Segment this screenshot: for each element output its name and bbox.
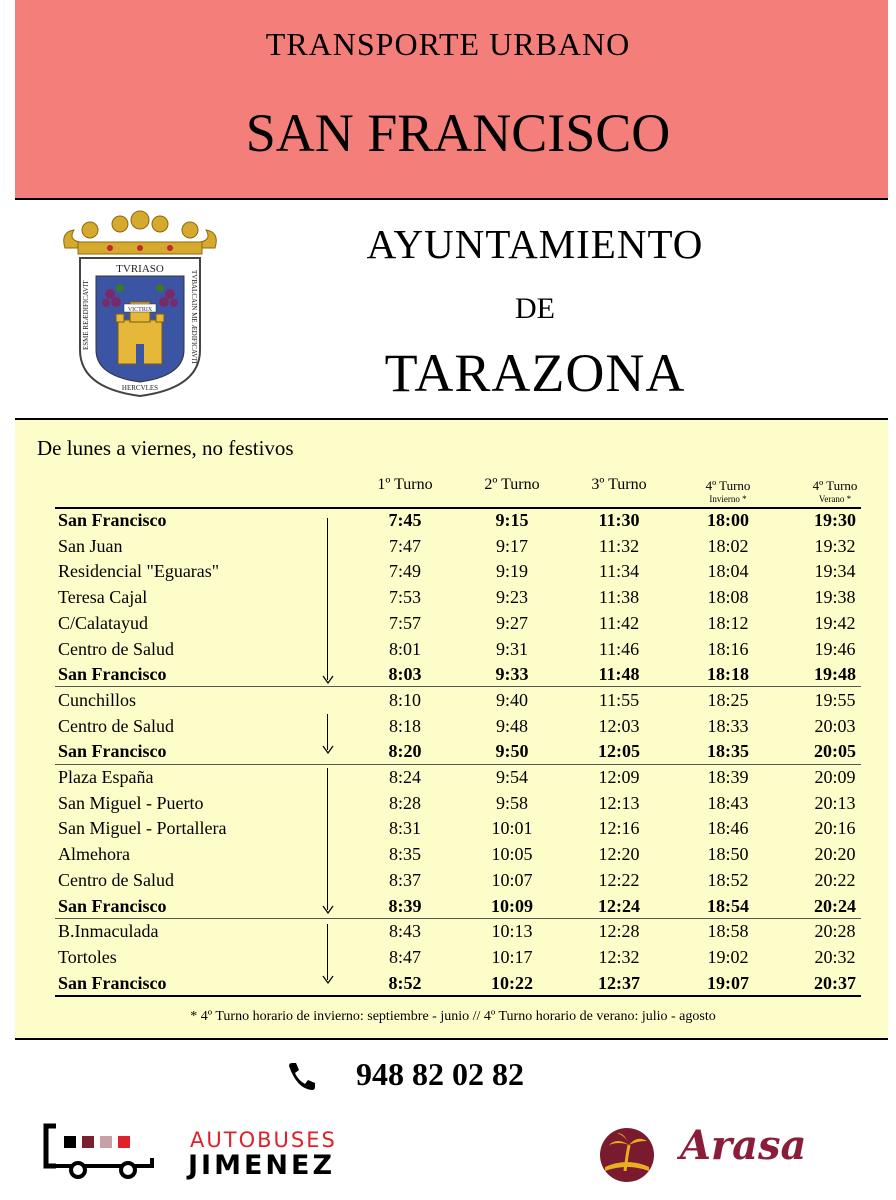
departure-time: 11:38	[598, 587, 640, 608]
departure-time: 10:05	[491, 844, 533, 865]
table-row	[0, 739, 896, 764]
jimenez-logo-line2: JIMENEZ	[188, 1150, 336, 1181]
departure-time: 19:48	[814, 664, 856, 685]
departure-time: 8:28	[388, 792, 421, 813]
table-row	[0, 919, 896, 944]
departure-time: 19:32	[814, 535, 856, 556]
departure-time: 9:19	[495, 561, 528, 582]
svg-text:VICTRIX: VICTRIX	[127, 307, 153, 313]
table-row	[0, 868, 896, 893]
departure-time: 9:40	[495, 689, 528, 710]
departure-time: 11:30	[598, 510, 640, 530]
departure-time: 11:55	[598, 689, 640, 710]
departure-time: 18:35	[707, 741, 749, 762]
stop-name: San Miguel - Puerto	[58, 792, 204, 813]
departure-time: 19:30	[814, 510, 856, 530]
stop-name: San Francisco	[58, 741, 167, 762]
schedule-bottom-divider	[15, 1038, 888, 1040]
departure-time: 18:02	[707, 535, 749, 556]
phone-icon	[285, 1060, 319, 1092]
stop-name: San Miguel - Portallera	[58, 818, 227, 839]
departure-time: 8:43	[388, 921, 421, 942]
stop-name: San Francisco	[58, 510, 167, 530]
column-header-turno-2: 2º Turno	[484, 476, 540, 493]
schedule-top-divider	[15, 418, 888, 420]
column-header-turno-4-invierno: 4º Turno Invierno *	[705, 478, 751, 504]
table-bottom-divider	[55, 995, 861, 997]
block-divider	[55, 686, 861, 687]
departure-time: 18:08	[707, 587, 749, 608]
stop-name: San Francisco	[58, 664, 167, 685]
departure-time: 9:23	[495, 587, 528, 608]
table-row	[0, 688, 896, 713]
table-row	[0, 791, 896, 816]
arasa-logo: Arasa	[680, 1122, 807, 1169]
departure-time: 20:37	[814, 972, 856, 993]
stop-name: Almehora	[58, 844, 130, 865]
departure-time: 19:42	[814, 612, 856, 633]
departure-time: 9:15	[495, 510, 529, 530]
departure-time: 7:47	[388, 535, 421, 556]
departure-time: 19:34	[814, 561, 856, 582]
tarazona-crest-icon	[50, 210, 230, 400]
arrow-down-icon	[321, 714, 335, 754]
departure-time: 8:37	[388, 869, 421, 890]
departure-time: 18:50	[707, 844, 749, 865]
departure-time: 11:42	[598, 612, 640, 633]
table-row	[0, 508, 896, 533]
stop-name: Cunchillos	[58, 689, 137, 710]
departure-time: 20:09	[814, 767, 856, 787]
departure-time: 8:10	[388, 689, 421, 710]
column-header-turno-3: 3º Turno	[591, 476, 647, 493]
column-header-turno-4-verano: 4º Turno Verano *	[812, 478, 858, 504]
block-divider	[55, 918, 861, 919]
departure-time: 20:20	[814, 844, 856, 865]
table-row	[0, 714, 896, 739]
departure-time: 8:20	[388, 741, 422, 762]
departure-time: 20:32	[814, 946, 856, 967]
departure-time: 12:09	[598, 767, 640, 787]
departure-time: 8:18	[388, 715, 421, 736]
departure-time: 18:43	[707, 792, 749, 813]
departure-time: 11:32	[598, 535, 640, 556]
departure-time: 8:01	[388, 638, 421, 659]
departure-time: 9:31	[495, 638, 528, 659]
departure-time: 9:58	[495, 792, 528, 813]
departure-time: 18:58	[707, 921, 749, 942]
departure-time: 9:54	[495, 767, 528, 787]
table-row	[0, 842, 896, 867]
table-row	[0, 637, 896, 662]
departure-time: 12:16	[598, 818, 640, 839]
departure-time: 10:13	[491, 921, 533, 942]
departure-time: 18:52	[707, 869, 749, 890]
departure-time: 18:12	[707, 612, 749, 633]
table-row	[0, 765, 896, 790]
jimenez-logo-line1: AUTOBUSES	[190, 1128, 337, 1152]
departure-time: 19:02	[707, 946, 749, 967]
departure-time: 8:31	[388, 818, 421, 839]
column-header-turno-1: 1º Turno	[377, 476, 433, 493]
departure-time: 8:52	[388, 972, 422, 993]
table-row	[0, 534, 896, 559]
ayuntamiento-line3: TARAZONA	[384, 343, 686, 403]
departure-time: 11:34	[598, 561, 640, 582]
departure-time: 9:33	[495, 664, 529, 685]
departure-time: 18:54	[707, 895, 749, 916]
header-divider	[15, 198, 888, 200]
departure-time: 10:09	[491, 895, 533, 916]
departure-time: 20:03	[814, 715, 856, 736]
departure-time: 18:33	[707, 715, 749, 736]
stop-name: Teresa Cajal	[58, 587, 148, 608]
departure-time: 18:04	[707, 561, 749, 582]
departure-time: 9:17	[495, 535, 528, 556]
departure-time: 7:49	[388, 561, 421, 582]
departure-time: 18:25	[707, 689, 749, 710]
departure-time: 9:48	[495, 715, 528, 736]
departure-time: 10:01	[491, 818, 533, 839]
departure-time: 10:17	[491, 946, 533, 967]
departure-time: 7:45	[388, 510, 422, 530]
departure-time: 12:03	[598, 715, 640, 736]
departure-time: 9:27	[495, 612, 528, 633]
block-divider	[55, 764, 861, 765]
stop-name: Residencial "Eguaras"	[58, 561, 220, 582]
arrow-down-icon	[321, 518, 335, 684]
svg-text:TVRIASO: TVRIASO	[116, 263, 164, 275]
header-subtitle: TRANSPORTE URBANO	[265, 26, 631, 62]
stop-name: San Francisco	[58, 972, 167, 993]
stop-name: C/Calatayud	[58, 612, 148, 633]
departure-time: 11:48	[598, 664, 640, 685]
ayuntamiento-line1: AYUNTAMIENTO	[366, 221, 704, 267]
table-row	[0, 894, 896, 919]
departure-time: 20:22	[814, 869, 856, 890]
table-row	[0, 945, 896, 970]
table-row	[0, 662, 896, 687]
stop-name: Centro de Salud	[58, 638, 174, 659]
departure-time: 20:16	[814, 818, 856, 839]
ayuntamiento-line2: DE	[515, 292, 555, 325]
departure-time: 11:46	[598, 638, 640, 659]
phone-number[interactable]: 948 82 02 82	[356, 1056, 524, 1092]
stop-name: B.Inmaculada	[58, 921, 159, 942]
table-row	[0, 611, 896, 636]
svg-text:HERCVLES: HERCVLES	[121, 384, 159, 392]
departure-time: 8:39	[388, 895, 422, 916]
palm-tree-icon	[595, 1127, 659, 1183]
departure-time: 12:24	[598, 895, 640, 916]
departure-time: 12:13	[598, 792, 640, 813]
departure-time: 20:13	[814, 792, 856, 813]
departure-time: 19:46	[814, 638, 856, 659]
departure-time: 9:50	[495, 741, 529, 762]
table-row	[0, 559, 896, 584]
departure-time: 19:07	[707, 972, 749, 993]
days-label: De lunes a viernes, no festivos	[37, 436, 294, 460]
departure-time: 12:05	[598, 741, 640, 762]
stop-name: Tortoles	[58, 946, 117, 967]
departure-time: 19:55	[814, 689, 856, 710]
arrow-down-icon	[321, 768, 335, 914]
stop-name: Plaza España	[58, 767, 154, 787]
departure-time: 20:28	[814, 921, 856, 942]
departure-time: 18:00	[707, 510, 749, 530]
departure-time: 20:05	[814, 741, 856, 762]
stop-name: San Francisco	[58, 895, 167, 916]
departure-time: 8:35	[388, 844, 421, 865]
departure-time: 20:24	[814, 895, 856, 916]
svg-text:ESME REÆDIFICAVIT: ESME REÆDIFICAVIT	[82, 280, 90, 350]
departure-time: 8:03	[388, 664, 422, 685]
arrow-down-icon	[321, 924, 335, 984]
table-row	[0, 971, 896, 996]
table-row	[0, 585, 896, 610]
departure-time: 18:18	[707, 664, 749, 685]
svg-text:TVBALCAIN ME ÆDIFICAVIT: TVBALCAIN ME ÆDIFICAVIT	[190, 270, 198, 365]
departure-time: 19:38	[814, 587, 856, 608]
departure-time: 8:24	[388, 767, 421, 787]
stop-name: San Juan	[58, 535, 123, 556]
departure-time: 12:28	[598, 921, 640, 942]
stop-name: Centro de Salud	[58, 869, 174, 890]
table-row	[0, 816, 896, 841]
page-title: SAN FRANCISCO	[245, 103, 671, 163]
departure-time: 12:20	[598, 844, 640, 865]
departure-time: 12:37	[598, 972, 640, 993]
departure-time: 8:47	[388, 946, 421, 967]
bus-icon	[40, 1120, 170, 1180]
departure-time: 7:57	[388, 612, 421, 633]
footnote: * 4º Turno horario de invierno: septiembre - junio // 4º Turno horario de verano: julio - agosto	[190, 1009, 716, 1024]
departure-time: 18:39	[707, 767, 749, 787]
departure-time: 12:22	[598, 869, 640, 890]
departure-time: 18:46	[707, 818, 749, 839]
departure-time: 7:53	[388, 587, 421, 608]
departure-time: 18:16	[707, 638, 749, 659]
departure-time: 10:22	[491, 972, 533, 993]
departure-time: 12:32	[598, 946, 640, 967]
stop-name: Centro de Salud	[58, 715, 174, 736]
departure-time: 10:07	[491, 869, 533, 890]
